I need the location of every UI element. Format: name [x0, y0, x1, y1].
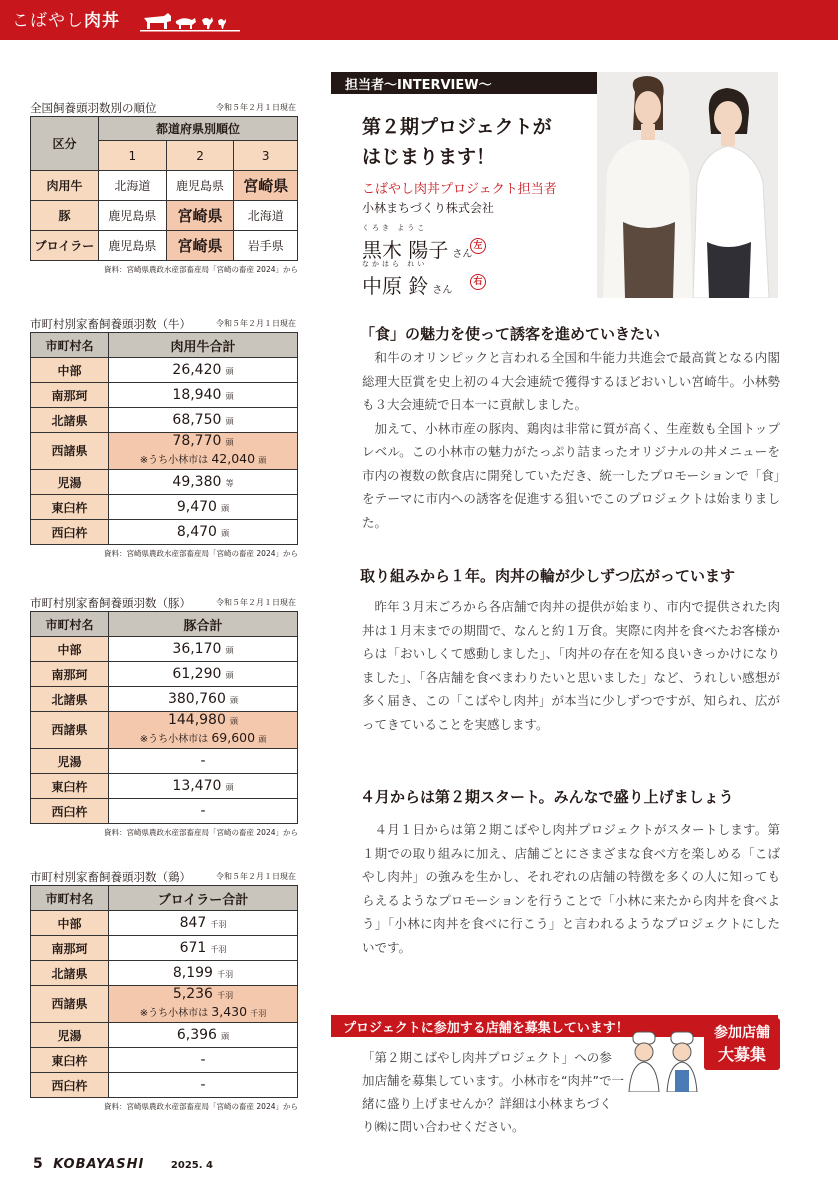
table-row [31, 408, 298, 433]
count-value: 144,980 [167, 712, 226, 728]
count-value: 671 [179, 940, 207, 956]
count-value: 36,170 [172, 641, 222, 657]
rank-cell: 鹿児島県 [166, 171, 234, 201]
table-row [31, 774, 298, 799]
pig-table-caption [30, 595, 298, 611]
page-number: 5 [33, 1156, 43, 1172]
interview-title-line2: はじまります！ [362, 146, 496, 168]
table-row [31, 662, 298, 687]
count-unit: 頭 [225, 438, 234, 447]
rank-table-source: 資料：宮崎県農政水産部畜産局「宮崎の畜産 2024」から [104, 265, 298, 274]
row-label: ブロイラー [31, 231, 99, 261]
chicken-table-date: 令和５年２月１日現在 [216, 872, 296, 881]
person-name: 黒木 陽子 [362, 238, 449, 262]
count-unit: 頭 [225, 783, 234, 792]
table-row [31, 749, 298, 774]
municipality-name: 北諸県 [31, 687, 109, 712]
pig-table-block [30, 595, 298, 838]
header-title-bold: 肉丼 [84, 11, 120, 31]
count-unit: 頭 [221, 1032, 230, 1041]
rank-table-block [30, 100, 298, 275]
count-value: 8,199 [172, 965, 213, 981]
count-unit: 頭 [225, 367, 234, 376]
person-name: 中原 鈴 [362, 274, 429, 298]
chicken-table-source: 資料：宮崎県農政水産部畜産局「宮崎の畜産 2024」から [104, 1102, 298, 1111]
row-label: 豚 [31, 201, 99, 231]
count-value: - [200, 1077, 206, 1093]
person-honorific: さん [452, 249, 473, 260]
rank-header-1: 1 [99, 141, 167, 171]
section-heading-1: 「食」の魅力を使って誘客を進めていきたい [360, 325, 661, 343]
municipality-name: 西臼杵 [31, 1073, 109, 1098]
count-unit: 頭 [230, 696, 239, 705]
col-total: ブロイラー合計 [109, 886, 298, 911]
rank-cell: 鹿児島県 [99, 231, 167, 261]
count-value: 847 [179, 915, 207, 931]
col-total: 豚合計 [109, 612, 298, 637]
chicken-table-block [30, 869, 298, 1112]
count-unit: 等 [225, 479, 234, 488]
interview-title [362, 112, 602, 172]
cattle-table-date: 令和５年２月１日現在 [216, 319, 296, 328]
table-row [31, 201, 298, 231]
rank-table-title: 全国飼養頭羽数別の順位 [30, 101, 157, 115]
count-value: - [200, 1052, 206, 1068]
count-unit: 千羽 [210, 920, 227, 929]
rank-cell: 北海道 [99, 171, 167, 201]
pig-table-source: 資料：宮崎県農政水産部畜産局「宮崎の畜産 2024」から [104, 828, 298, 837]
rank-cell: 鹿児島県 [99, 201, 167, 231]
table-row-highlight [31, 433, 298, 470]
kobayashi-label: ※うち小林市は [139, 1008, 209, 1019]
table-row [31, 911, 298, 936]
person-nakahara [362, 260, 483, 299]
pig-table-date: 令和５年２月１日現在 [216, 598, 296, 607]
count-value: 68,750 [172, 412, 222, 428]
table-row-highlight [31, 712, 298, 749]
table-row [31, 520, 298, 545]
municipality-name: 南那珂 [31, 936, 109, 961]
count-unit: 頭 [225, 646, 234, 655]
municipality-name: 東臼杵 [31, 495, 109, 520]
municipality-name: 東臼杵 [31, 1048, 109, 1073]
table-row [31, 383, 298, 408]
table-row-highlight [31, 986, 298, 1023]
sign-line-2: 大募集 [717, 1045, 766, 1064]
footer-brand: KOBAYASHI [53, 1157, 145, 1172]
table-row [31, 799, 298, 824]
municipality-name: 中部 [31, 358, 109, 383]
rank-cell-miyazaki: 宮崎県 [234, 171, 298, 201]
recruit-bar-label: プロジェクトに参加する店舗を募集しています！ [343, 1021, 629, 1036]
count-value: 8,470 [176, 524, 217, 540]
kobayashi-label: ※うち小林市は [139, 734, 209, 745]
rank-col-group: 都道府県別順位 [99, 117, 298, 141]
municipality-name: 西臼杵 [31, 520, 109, 545]
count-unit: 千羽 [217, 991, 234, 1000]
municipality-name: 北諸県 [31, 408, 109, 433]
chefs-illustration-icon [625, 1030, 703, 1092]
recruit-text: 「第２期こばやし肉丼プロジェクト」への参加店舗を募集しています。小林市を“肉丼”で一緒に盛り上げませんか？詳細は小林まちづくり㈱に問い合わせください。 [362, 1050, 624, 1134]
municipality-name: 児湯 [31, 470, 109, 495]
table-row [31, 1073, 298, 1098]
position-left-badge: 左 [470, 238, 486, 254]
rank-cell: 北海道 [234, 201, 298, 231]
table-row [31, 231, 298, 261]
interview-company: 小林まちづくり株式会社 [362, 201, 494, 215]
count-value: 5,236 [172, 986, 213, 1002]
rank-header-2: 2 [166, 141, 234, 171]
municipality-name: 南那珂 [31, 383, 109, 408]
page-footer [33, 1156, 213, 1172]
count-unit: 千羽 [217, 970, 234, 979]
person-ruby: なかはら れい [362, 260, 428, 268]
table-row [31, 470, 298, 495]
section-body-1 [362, 346, 780, 534]
header-title-prefix: こばやし [12, 11, 84, 31]
table-row [31, 358, 298, 383]
count-value: 26,420 [172, 362, 222, 378]
table-row [31, 171, 298, 201]
interview-role: こばやし肉丼プロジェクト担当者 [362, 182, 557, 197]
person-ruby: くろき ようこ [362, 224, 428, 232]
col-total: 肉用牛合計 [109, 333, 298, 358]
kobayashi-unit: 千羽 [250, 1009, 267, 1018]
header-title [12, 6, 120, 31]
rank-header-3: 3 [234, 141, 298, 171]
table-row [31, 687, 298, 712]
interview-photo [597, 72, 778, 298]
cattle-table [30, 332, 298, 545]
interview-title-line1: 第２期プロジェクトが [362, 116, 552, 138]
sign-line-1: 参加店舗 [714, 1025, 770, 1041]
count-value: 13,470 [172, 778, 222, 794]
section-body-3 [362, 818, 780, 959]
col-municipality: 市町村名 [31, 333, 109, 358]
count-value: - [200, 753, 206, 769]
section-body-2 [362, 595, 780, 736]
municipality-name: 児湯 [31, 1023, 109, 1048]
count-unit: 頭 [221, 529, 230, 538]
footer-date: 2025. 4 [170, 1160, 213, 1171]
municipality-name: 南那珂 [31, 662, 109, 687]
pig-table [30, 611, 298, 824]
count-unit: 頭 [225, 671, 234, 680]
recruit-sign [704, 1018, 780, 1070]
interview-bar-label: 担当者～INTERVIEW～ [345, 78, 492, 93]
municipality-name: 中部 [31, 911, 109, 936]
col-municipality: 市町村名 [31, 886, 109, 911]
chicken-table-caption [30, 869, 298, 885]
count-unit: 頭 [230, 717, 239, 726]
rank-cell: 岩手県 [234, 231, 298, 261]
table-row [31, 495, 298, 520]
count-value: 380,760 [167, 691, 226, 707]
municipality-name: 東臼杵 [31, 774, 109, 799]
municipality-name: 西諸県 [31, 986, 109, 1023]
municipality-name: 西臼杵 [31, 799, 109, 824]
count-unit: 頭 [221, 504, 230, 513]
table-row [31, 961, 298, 986]
kobayashi-unit: 頭 [258, 456, 267, 465]
person-honorific: さん [432, 285, 453, 296]
rank-table-date: 令和５年２月１日現在 [216, 103, 296, 112]
municipality-name: 北諸県 [31, 961, 109, 986]
kobayashi-value: 3,430 [211, 1004, 248, 1019]
count-value: 49,380 [172, 474, 222, 490]
col-municipality: 市町村名 [31, 612, 109, 637]
count-value: - [200, 803, 206, 819]
table-row [31, 936, 298, 961]
paragraph: 昨年３月末ごろから各店舗で肉丼の提供が始まり、市内で提供された肉丼は１月末までの期間で、なんと約１万食。実際に肉丼を食べたお客様からは「おいしくて感動しました」、「肉丼の存在を知る良いきっかけになりました」、「各店舗を食べまわりたいと思いました」など、うれしい感想が多く届き、この「こばやし肉丼」が本当に少しずつですが、知られ、広がってきていることを実感します。 [362, 599, 780, 732]
paragraph: ４月１日からは第２期こばやし肉丼プロジェクトがスタートします。第１期での取り組みに加え、店舗ごとにさまざまな食べ方を楽しめる「こばやし肉丼」の強みを生かし、それぞれの店舗の特徴を多くの人に知ってもらえるようなプロモーションを行うことで「小林に来たから肉丼を食べよう」「小林に肉丼を食べに行こう」と言われるようなプロジェクトにしたいです。 [362, 822, 780, 955]
rank-cell-miyazaki: 宮崎県 [166, 231, 234, 261]
rank-table [30, 116, 298, 261]
table-row [31, 1023, 298, 1048]
section-heading-2: 取り組みから１年。肉丼の輪が少しずつ広がっています [360, 567, 736, 585]
paragraph: 和牛のオリンピックと言われる全国和牛能力共進会で最高賞となる内閣総理大臣賞を史上初の４大会連続で獲得するほどおいしい宮崎牛。小林勢も３大会連続で日本一に貢献しました。 [362, 350, 780, 412]
row-label: 肉用牛 [31, 171, 99, 201]
cattle-table-caption [30, 316, 298, 332]
rank-cell-miyazaki: 宮崎県 [166, 201, 234, 231]
chicken-table [30, 885, 298, 1098]
livestock-silhouette-icon [140, 10, 240, 32]
page-header [0, 0, 838, 40]
cattle-table-block [30, 316, 298, 559]
paragraph: 加えて、小林市産の豚肉、鶏肉は非常に質が高く、生産数も全国トップレベル。この小林市の魅力がたっぷり詰まったオリジナルの丼メニューを市内の複数の飲食店に開発していただき、統一したプロモーションで「食」をテーマに市内への誘客を促進する狙いでこのプロジェクトは始まりました。 [362, 420, 780, 530]
count-unit: 千羽 [210, 945, 227, 954]
count-unit: 頭 [225, 417, 234, 426]
municipality-name: 児湯 [31, 749, 109, 774]
table-row [31, 637, 298, 662]
rank-col-kubun: 区分 [31, 117, 99, 171]
municipality-name: 西諸県 [31, 712, 109, 749]
pig-table-title: 市町村別家畜飼養頭羽数（豚） [30, 596, 191, 610]
municipality-name: 中部 [31, 637, 109, 662]
count-value: 9,470 [176, 499, 217, 515]
kobayashi-value: 42,040 [211, 451, 256, 466]
position-right-badge: 右 [470, 274, 486, 290]
kobayashi-unit: 頭 [258, 735, 267, 744]
count-value: 61,290 [172, 666, 222, 682]
chicken-table-title: 市町村別家畜飼養頭羽数（鶏） [30, 870, 191, 884]
cattle-table-title: 市町村別家畜飼養頭羽数（牛） [30, 317, 191, 331]
kobayashi-value: 69,600 [211, 730, 256, 745]
count-value: 6,396 [176, 1027, 217, 1043]
table-row [31, 1048, 298, 1073]
count-value: 18,940 [172, 387, 222, 403]
kobayashi-label: ※うち小林市は [139, 455, 209, 466]
count-unit: 頭 [225, 392, 234, 401]
section-heading-3: ４月からは第２期スタート。みんなで盛り上げましょう [360, 788, 734, 806]
municipality-name: 西諸県 [31, 433, 109, 470]
cattle-table-source: 資料：宮崎県農政水産部畜産局「宮崎の畜産 2024」から [104, 549, 298, 558]
rank-table-caption [30, 100, 298, 116]
count-value: 78,770 [172, 433, 222, 449]
